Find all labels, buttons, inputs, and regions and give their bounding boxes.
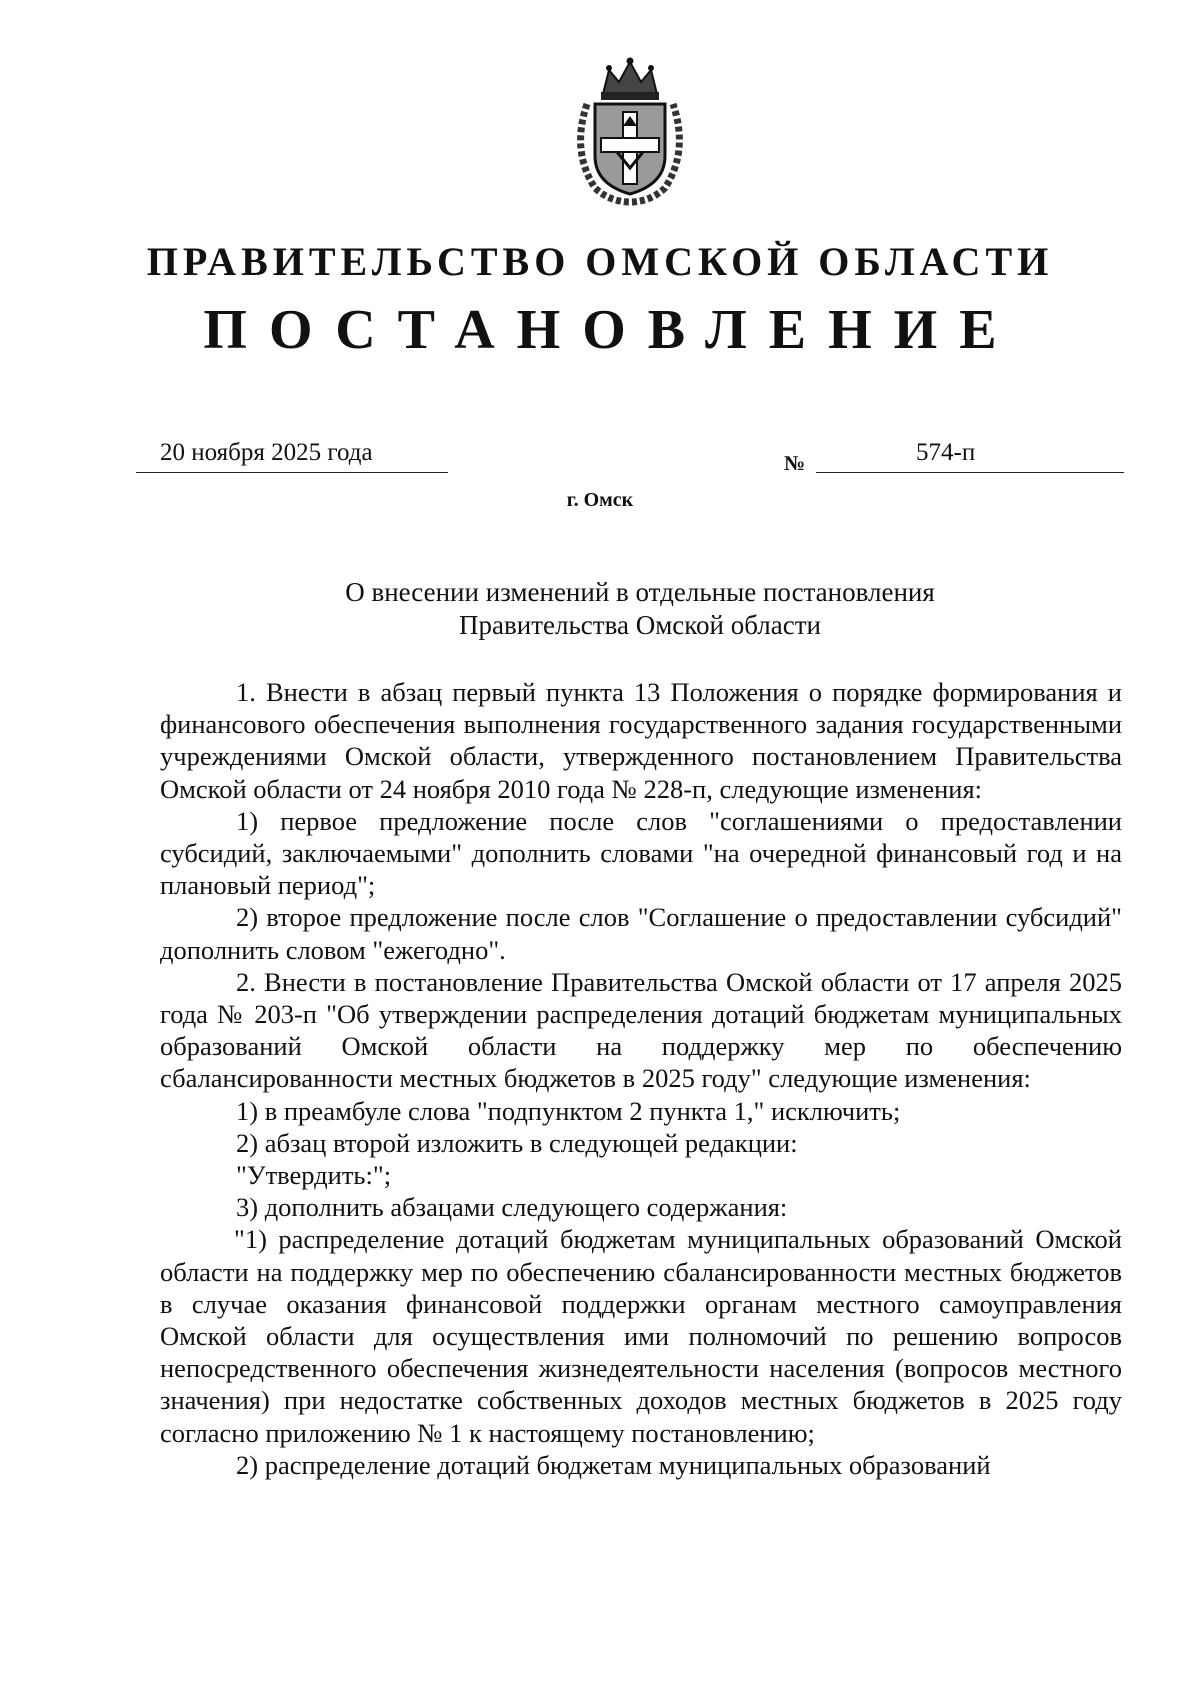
paragraph: "Утвердить:";: [236, 1160, 392, 1191]
document-type-title: ПОСТАНОВЛЕНИЕ: [203, 299, 1019, 361]
document-subject: [160, 576, 1120, 642]
paragraph: 1) первое предложение после слов "соглашениями о предоставлении субсидий, заключаемыми" дополнить словами "на очередной финансовый год и на плановый период";: [160, 805, 1122, 901]
document-city: г. Омск: [566, 489, 634, 511]
paragraph: 2) абзац второй изложить в следующей редакции:: [236, 1127, 798, 1158]
document-number: 574-п: [916, 439, 976, 466]
paragraph: 2) распределение дотаций бюджетам муниципальных образований: [236, 1449, 991, 1480]
subject-line-1: О внесении изменений в отдельные постановления: [345, 577, 935, 607]
paragraph: 1. Внести в абзац первый пункта 13 Положения о порядке формирования и финансового обеспечения выполнения государственного задания государственными учреждениями Омской области, утвержденного постановлением Правительства Омской области от 24 ноября 2010 года № 228-п, следующие изменения:: [160, 677, 1122, 804]
document-date: 20 ноября 2025 года: [160, 439, 373, 466]
date-field: [136, 438, 448, 473]
number-sign: №: [784, 451, 806, 475]
subject-line-2: Правительства Омской области: [459, 610, 821, 640]
paragraph: 2. Внести в постановление Правительства Омской области от 17 апреля 2025 года № 203-п "Об утверждении распределения дотаций бюджетам муниципальных образований Омской области на поддержку мер по обеспечению сбалансированности местных бюджетов в 2025 году" следующие изменения:: [160, 966, 1122, 1094]
paragraph: 2) второе предложение после слов "Соглашение о предоставлении субсидий" дополнить словом "ежегодно".: [160, 902, 1122, 965]
omsk-region-coat-of-arms: [565, 56, 695, 206]
paragraph: "1) распределение дотаций бюджетам муниципальных образований Омской области на поддержку мер по обеспечению сбалансированности местных бюджетов в случае оказания финансовой поддержки органам местного самоуправления Омской области для осуществления ими полномочий по решению вопросов непосредственного обеспечения жизнедеятельности населения (вопросов местного значения) при недостатке собственных доходов местных бюджетов в 2025 году согласно приложению № 1 к настоящему постановлению;: [160, 1224, 1122, 1448]
government-name: ПРАВИТЕЛЬСТВО ОМСКОЙ ОБЛАСТИ: [146, 239, 1054, 284]
document-body: [160, 676, 1122, 1481]
paragraph: 1) в преамбуле слова "подпунктом 2 пункта 1," исключить;: [236, 1095, 901, 1126]
number-field: [816, 438, 1124, 473]
paragraph: 3) дополнить абзацами следующего содержания:: [236, 1192, 788, 1223]
